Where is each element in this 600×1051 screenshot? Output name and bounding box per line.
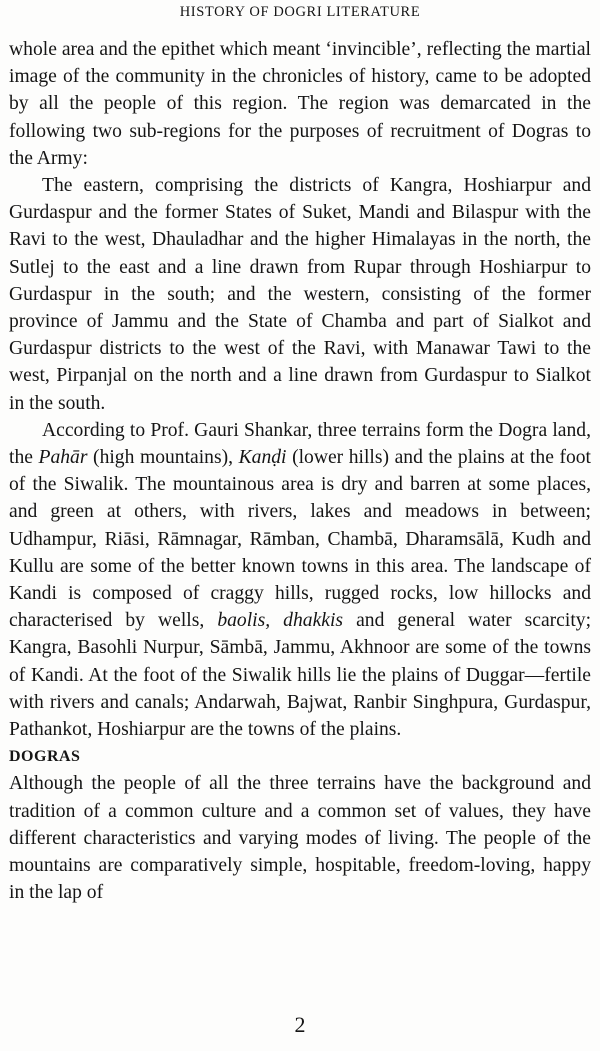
- terrains-text-4: and general water scarcity; Kangra, Basohli Nurpur, Sāmbā, Jammu, Akhnoor are some of the towns of Kandi. At the foot of the Siwalik hills lie the plains of Duggar—fertile with rivers and canals; Andarwah, Bajwat, Ranbir Singhpura, Gurdaspur, Pathankot, Hoshiarpur are the towns of the plains.: [9, 610, 592, 741]
- term-baolis: baolis,: [217, 610, 271, 632]
- paragraph-invincible: whole area and the epithet which meant ‘invincible’, reflecting the martial image of the community in the chronicles of history, came to be adopted by all the people of this region. The region was demarcated in the following two sub-regions for the purposes of recruitment of Dogras to the Army:: [9, 39, 591, 169]
- term-dhakkis: dhakkis: [283, 610, 344, 632]
- paragraph-terrains: [9, 417, 591, 743]
- paragraph-dogras: Although the people of all the three terrains have the background and tradition of a common culture and a common set of values, they have different characteristics and varying modes of living. The people of the mountains are comparatively simple, hospitable, freedom-loving, happy in the lap of: [9, 773, 591, 904]
- terrains-text-2: (high mountains),: [93, 447, 234, 469]
- running-head: HISTORY OF DOGRI LITERATURE: [179, 4, 421, 20]
- page-number: 2: [294, 1012, 306, 1037]
- paragraph-sub-regions: The eastern, comprising the districts of Kangra, Hoshiarpur and Gurdaspur and the former States of Suket, Mandi and Bilaspur with the Ravi to the west, Dhauladhar and the higher Himalayas in the north, the Sutlej to the east and a line drawn from Rupar through Hoshiarpur to Gurdaspur in the south; and the western, consisting of the former province of Jammu and the State of Chamba and part of Sialkot and Gurdaspur districts to the west of the Ravi, with Manawar Tawi to the west, Pirpanjal on the north and a line drawn from Gurdaspur to Sialkot in the south.: [9, 175, 591, 414]
- terrains-text-3: (lower hills) and the plains at the foot of the Siwalik. The mountainous area is dry and barren at some places, and green at others, with rivers, lakes and meadows in between; Udhampur, Riāsi, Rāmnagar, Rāmban, Chambā, Dharamsālā, Kudh and Kullu are some of the better known towns in this area. The landscape of Kandi is composed of craggy hills, rugged rocks, low hillocks and characterised by wells,: [9, 447, 592, 632]
- term-pahar: Pahār: [38, 447, 88, 469]
- section-heading-dogras: DOGRAS: [9, 748, 81, 766]
- term-kandi: Kanḍi: [238, 447, 287, 469]
- terrains-text-1: According to Prof. Gauri Shankar, three terrains form the Dogra land, the: [9, 419, 591, 469]
- body-text: [9, 36, 591, 907]
